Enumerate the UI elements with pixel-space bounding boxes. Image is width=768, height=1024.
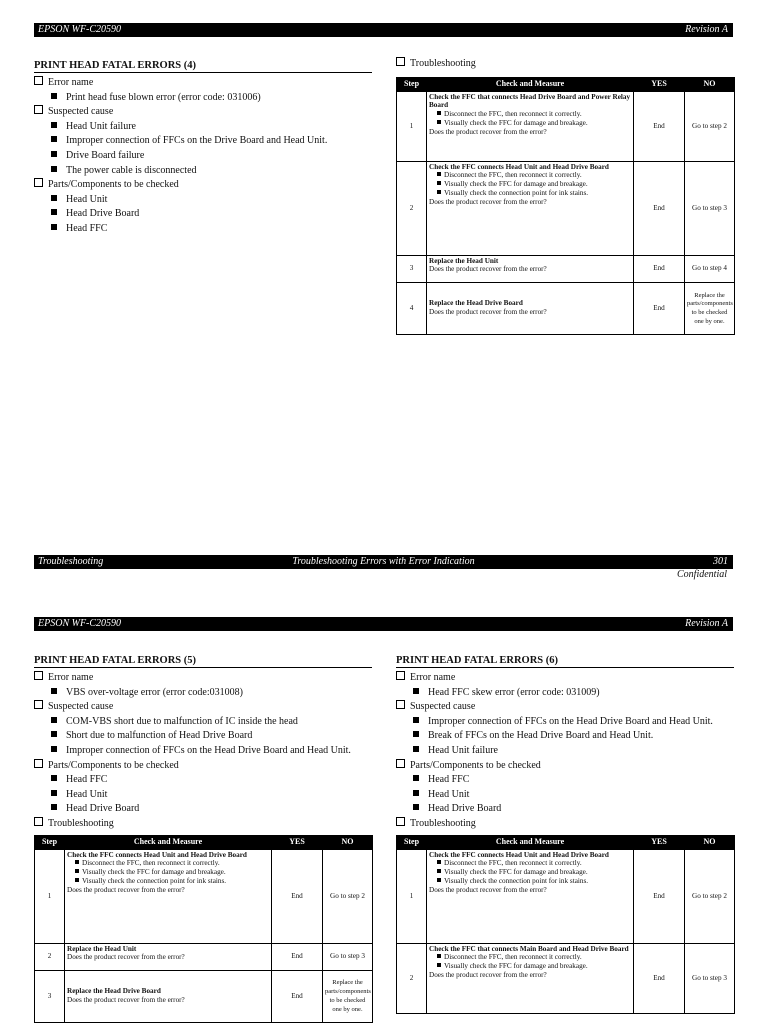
checkbox-icon xyxy=(396,700,405,709)
column-header: YES xyxy=(272,835,323,849)
bullet-icon xyxy=(413,790,419,796)
bullet-icon xyxy=(437,878,441,882)
footer-section: Troubleshooting Errors with Error Indication xyxy=(292,556,475,567)
page-number: 301 xyxy=(713,556,728,567)
troubleshooting-table xyxy=(34,835,373,1023)
bullet-icon xyxy=(75,860,79,864)
list-item: Print head fuse blown error (error code: 031006) xyxy=(34,91,372,106)
list-item: Improper connection of FFCs on the Head Drive Board and Head Unit. xyxy=(34,744,372,759)
bullet-icon xyxy=(51,688,57,694)
column-header: Step xyxy=(397,77,427,91)
suspected-cause-heading: Suspected cause xyxy=(34,700,372,715)
column-header: NO xyxy=(323,835,373,849)
column-header: Step xyxy=(397,835,427,849)
list-item: COM-VBS short due to malfunction of IC inside the head xyxy=(34,715,372,730)
list-item: Head Drive Board xyxy=(34,802,372,817)
suspected-cause-heading: Suspected cause xyxy=(34,105,372,120)
doc-model-title: EPSON WF-C20590 xyxy=(38,618,122,629)
section-print-head-fatal-errors-5 xyxy=(34,655,372,1023)
list-item: Head Unit failure xyxy=(396,744,734,759)
table-row: 3 Replace the Head Drive Board Does the product recover from the error? End Replace the parts/components to be checked one by one. xyxy=(35,970,373,1022)
list-item: Head Drive Board xyxy=(34,207,372,222)
bullet-icon xyxy=(437,120,441,124)
error-name-heading: Error name xyxy=(34,671,372,686)
troubleshooting-block-p1 xyxy=(396,57,734,335)
table-row: 2 Replace the Head Unit Does the product recover from the error? End Go to step 3 xyxy=(35,943,373,970)
bullet-icon xyxy=(51,775,57,781)
bullet-icon xyxy=(413,688,419,694)
table-row: 2 Check the FFC connects Head Unit and Head Drive Board Disconnect the FFC, then reconnect it correctly. Visually check the FFC for damage and breakage. Visually check the connection point for ink stains. Does the product recover from the error? End Go to step 3 xyxy=(397,161,735,255)
bullet-icon xyxy=(75,869,79,873)
bullet-icon xyxy=(51,717,57,723)
checkbox-icon xyxy=(34,759,43,768)
list-item: Head Unit xyxy=(396,788,734,803)
bullet-icon xyxy=(51,790,57,796)
bullet-icon xyxy=(413,746,419,752)
bullet-icon xyxy=(437,860,441,864)
bullet-icon xyxy=(51,166,57,172)
list-item: Drive Board failure xyxy=(34,149,372,164)
column-header: YES xyxy=(634,835,685,849)
table-row: 2 Check the FFC that connects Main Board and Head Drive Board Disconnect the FFC, then reconnect it correctly. Visually check the FFC for damage and breakage. Does the product recover from the error? End Go to step 3 xyxy=(397,943,735,1013)
checkbox-icon xyxy=(396,817,405,826)
column-header: NO xyxy=(685,835,735,849)
checkbox-icon xyxy=(34,817,43,826)
column-header: Check and Measure xyxy=(65,835,272,849)
troubleshooting-table xyxy=(396,77,735,335)
bullet-icon xyxy=(51,136,57,142)
column-header: Step xyxy=(35,835,65,849)
section-title: PRINT HEAD FATAL ERRORS (4) xyxy=(34,60,372,73)
list-item: Head Unit xyxy=(34,788,372,803)
bullet-icon xyxy=(51,122,57,128)
checkbox-icon xyxy=(34,76,43,85)
bullet-icon xyxy=(437,172,441,176)
list-item: Head Drive Board xyxy=(396,802,734,817)
parts-heading: Parts/Components to be checked xyxy=(34,178,372,193)
revision-label: Revision A xyxy=(685,618,728,629)
bullet-icon xyxy=(51,195,57,201)
page1-footer-bar xyxy=(34,555,733,569)
bullet-icon xyxy=(51,746,57,752)
table-row: 1 Check the FFC connects Head Unit and Head Drive Board Disconnect the FFC, then reconnect it correctly. Visually check the FFC for damage and breakage. Visually check the connection point for ink stains. Does the product recover from the error? End Go to step 2 xyxy=(397,849,735,943)
list-item: Head Unit xyxy=(34,193,372,208)
parts-heading: Parts/Components to be checked xyxy=(34,759,372,774)
bullet-icon xyxy=(51,731,57,737)
column-header: Check and Measure xyxy=(427,77,634,91)
bullet-icon xyxy=(437,963,441,967)
table-row: 4 Replace the Head Drive Board Does the product recover from the error? End Replace the parts/components to be checked one by one. xyxy=(397,282,735,334)
revision-label: Revision A xyxy=(685,24,728,35)
doc-model-title: EPSON WF-C20590 xyxy=(38,24,122,35)
column-header: Check and Measure xyxy=(427,835,634,849)
suspected-cause-heading: Suspected cause xyxy=(396,700,734,715)
page1-header-bar xyxy=(34,23,733,37)
troubleshooting-heading: Troubleshooting xyxy=(396,57,734,72)
bullet-icon xyxy=(437,869,441,873)
error-name-heading: Error name xyxy=(34,76,372,91)
list-item: Break of FFCs on the Head Drive Board and Head Unit. xyxy=(396,729,734,744)
bullet-icon xyxy=(437,181,441,185)
checkbox-icon xyxy=(34,700,43,709)
list-item: Head FFC xyxy=(34,222,372,237)
list-item: Head Unit failure xyxy=(34,120,372,135)
list-item: Improper connection of FFCs on the Drive Board and Head Unit. xyxy=(34,134,372,149)
bullet-icon xyxy=(413,717,419,723)
bullet-icon xyxy=(51,804,57,810)
table-row: 3 Replace the Head Unit Does the product recover from the error? End Go to step 4 xyxy=(397,255,735,282)
bullet-icon xyxy=(437,190,441,194)
checkbox-icon xyxy=(396,671,405,680)
troubleshooting-heading: Troubleshooting xyxy=(34,817,372,832)
checkbox-icon xyxy=(34,105,43,114)
section-title: PRINT HEAD FATAL ERRORS (6) xyxy=(396,655,734,668)
list-item: Head FFC xyxy=(396,773,734,788)
bullet-icon xyxy=(51,93,57,99)
list-item: VBS over-voltage error (error code:031008) xyxy=(34,686,372,701)
checkbox-icon xyxy=(34,671,43,680)
section-print-head-fatal-errors-6 xyxy=(396,655,734,1014)
bullet-icon xyxy=(413,775,419,781)
footer-chapter: Troubleshooting xyxy=(38,556,104,567)
bullet-icon xyxy=(437,111,441,115)
checkbox-icon xyxy=(396,759,405,768)
bullet-icon xyxy=(51,224,57,230)
column-header: YES xyxy=(634,77,685,91)
bullet-icon xyxy=(51,151,57,157)
troubleshooting-table xyxy=(396,835,735,1014)
bullet-icon xyxy=(51,209,57,215)
section-title: PRINT HEAD FATAL ERRORS (5) xyxy=(34,655,372,668)
list-item: Head FFC xyxy=(34,773,372,788)
list-item: The power cable is disconnected xyxy=(34,164,372,179)
checkbox-icon xyxy=(34,178,43,187)
bullet-icon xyxy=(413,731,419,737)
table-row: 1 Check the FFC connects Head Unit and Head Drive Board Disconnect the FFC, then reconnect it correctly. Visually check the FFC for damage and breakage. Visually check the connection point for ink stains. Does the product recover from the error? End Go to step 2 xyxy=(35,849,373,943)
list-item: Head FFC skew error (error code: 031009) xyxy=(396,686,734,701)
page2-header-bar xyxy=(34,617,733,631)
confidential-label: Confidential xyxy=(677,569,727,580)
table-row: 1 Check the FFC that connects Head Drive Board and Power Relay Board Disconnect the FFC, then reconnect it correctly. Visually check the FFC for damage and breakage. Does the product recover from the error? End Go to step 2 xyxy=(397,91,735,161)
bullet-icon xyxy=(437,954,441,958)
checkbox-icon xyxy=(396,57,405,66)
list-item: Short due to malfunction of Head Drive Board xyxy=(34,729,372,744)
column-header: NO xyxy=(685,77,735,91)
list-item: Improper connection of FFCs on the Head Drive Board and Head Unit. xyxy=(396,715,734,730)
section-print-head-fatal-errors-4 xyxy=(34,60,372,237)
error-name-heading: Error name xyxy=(396,671,734,686)
bullet-icon xyxy=(75,878,79,882)
bullet-icon xyxy=(413,804,419,810)
troubleshooting-heading: Troubleshooting xyxy=(396,817,734,832)
parts-heading: Parts/Components to be checked xyxy=(396,759,734,774)
